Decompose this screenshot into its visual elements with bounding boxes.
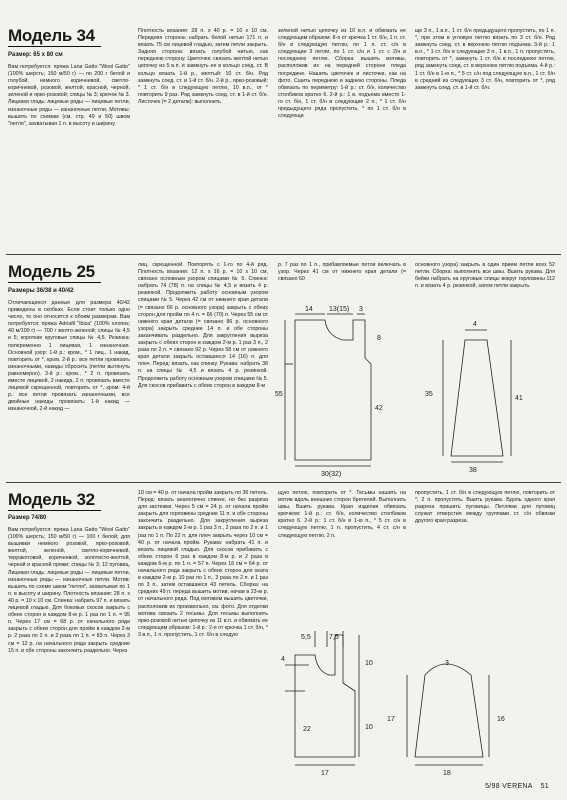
model32-pattern-diagram: [275, 625, 557, 775]
model25-title: Модель 25: [8, 262, 101, 283]
dim-3: 3: [359, 306, 363, 313]
dim-neck-13: 13(15): [329, 306, 350, 313]
model34-column-1: Вам потребуется: пряжа Lana Gatto "Wool Gatto" (100% шерсть; 150 м/50 г) — по 200 г белой и голубой, немного коричневой, светло-коричневой, розовой, желтой, красной, черной, зеленой и ярко-розовой; спицы № 3; крючок № 3. Лицевая гладь: лицевые ряды — лицевые петли, изнаночные ряды — изнаночные петли. Мотивы: вышить по схемам (см. стр. 49 и 50) швом "петля", захватывая 1 п. в высоту и ширину.: [8, 64, 130, 127]
model32-column-4: пропустить, 1 ст. б/н в следующую петлю, повторить от *, 2 п. пропустить. Вшить рукава. Вдоль одного края разреза пришить пуговицы. Петлями для пуговиц служат отверстия между группами ст. с/н обвязки другого края разреза.: [415, 490, 555, 525]
dim-8: 8: [377, 335, 381, 342]
dim-16: 16: [497, 716, 505, 723]
model25-column-1: Отличающиеся данные для размера 40/42 приведены в скобках. Если стоит только одно число, то оно относится к обоим размерам. Вам потребуется: пряжа Adriafil "Ibiza" (100% хлопок; 40 м/100 г) — 700 г желто-зеленой; спицы № 4,5 и 5; короткие круговые спицы № 4,5. Резинка: попеременно 1 лицевая, 1 изнаночная. Основной узор: 1-й р.: кром., * 1 лиц., 1 накид, повторить от *, кром. 2-й р.: все петли провязать изнаночными, накиды сбросить (петли вытянуть равномерно). 3-й р.: кром., * 2 п. провязать вместе лицевой, 2 накида, 2 п. провязать вместе лицевой скрещенной, повторить от *, кром. 4-й р.: все петли провязать изнаночными, все двойные накиды провязать: 1-й накид — изнаночной, 2-й накид —: [8, 300, 130, 413]
model25-column-3: р. 7 раз по 1 п., прибавляемые петли включать в узор. Через 41 см от нижнего края детали (= связано 60: [278, 262, 406, 283]
model34-column-4: ще 3 п., 1 в.п., 1 ст. б/н предыдущего пропустить, по 1 п. *, при этом в угловую петлю вязать по 3 ст. б/н. Ряд замкнуть соед. ст. в верхнюю петлю подъема. 3-й р.: 1 в.п., * 1 ст. б/н в следующие 3 п., 1 в.п., 1 п. пропустить, повторить от *, замкнуть 1 ст. б/н в последнюю петлю, ряд замкнуть соед. ст. в верхнюю петлю подъема. 4-й р.: 1 ст. б/н в 1-ю п., * 5 ст. с/н под следующую в.п., 1 ст. б/н в средний из следующих 3 ст. б/н, повторить от *, ряд замкнуть соед. ст. в 1-й ст. б/н.: [415, 28, 555, 91]
dim-22: 22: [303, 726, 311, 733]
model25-column-4: основного узора) закрыть в один прием петли всех 52 петли. Сборка: выполнить все швы. Вшить рукава. Для бейки набрать на круговые спицы вокруг горловины 112 п. и вязать 4 р. резинкой, затем петли закрыть.: [415, 262, 555, 290]
dim-7-5: 7,5: [329, 634, 339, 641]
dim-4: 4: [281, 656, 285, 663]
model25-column-2: лиц. скрещенной. Повторять с 1-го по 4-й ряд. Плотность вязания: 12 п. х 16 р. = 10 х 10 см, связано основным узором спицами № 5. Спинка: набрать 74 (78) п. на спицы № 4,5 и вязать 4 р. резинкой. Продолжить работу основным узором спицами № 5. Через 42 см от нижнего края детали (= связано 66 р. основного узора) закрыть с обеих сторон для пройм по 4 п. = 66 (70) п. Через 55 см от нижнего края детали (= связано 86 р. основного узора) закрыть средние 14 п. и обе стороны заканчивать раздельно. Для закругления выреза закрыть с обеих сторон в каждом 2-м р. 1 раз 3 п., 2 раза по 2 п. = связано 92 р. Через 58 см от нижнего края детали закрыть оставшиеся 14 (16) п. для плеч. Перед: вязать, как спинку. Рукава: набрать 38 п. на спицы № 4,5 и вязать 4 р. резинкой. Продолжить работу основным узором спицами № 5. Для скосов прибавить с обеих сторон в каждом 8-м: [138, 262, 268, 389]
dim-55: 55: [275, 391, 283, 398]
model32-column-3: щую петлю, повторить от *. Тесьмы нашить на мотив вдоль внешних сторон бретелей. Выполнить швы. Вшить рукава. Края изделия обвязать крючком: 1-й р.: ст. б/н, количество столбиков кратно 6. 2-й р.: 1 ст. б/н в 1-ю п., * 5 ст. с/н в следующую петлю, 1 п. пропустить, 4 ст. с/н в следующую петлю, 2 п.: [278, 490, 406, 539]
dim-41: 41: [515, 395, 523, 402]
dim-38: 38: [469, 467, 477, 474]
dim-width-30: 30(32): [321, 471, 342, 478]
dim-35: 35: [425, 391, 433, 398]
dim-5-5: 5,5: [301, 634, 311, 641]
model32-column-1: Вам потребуется: пряжа Lana Gatto "Wool Gatto" (100% шерсть; 150 м/50 г) — 100 г белой; для вышивки немного розовой, ярко-розовой, желтой, зеленой, светло-коричневой, терракотовой, коричневой, золотисто-желтой, черной и красной пряжи; спицы № 3; 12 пуговиц. Лицевая гладь: лицевые ряды — лицевые петли, изнаночные ряды — изнаночные петли. Мотив: вышить по схеме швом "петля", захватывая по 1 п. в высоту и ширину. Плотность вязания: 28 п. х 40 р. = 10 х 10 см. Спинка: набрать 97 п. и вязать лицевой гладью. Для боковых скосов закрыть с обеих сторон в каждом 8-м р. 1 раз по 1 п. = 95 п. Через 17 см = 68 р. от начального ряда закрыть с обеих сторон для пройм в каждом 2-м р. 2 раза по 2 п. и 2 раза по 1 п. = 83 п. Через 3 см = 12 р. на начального ряда закрыть средние 15 п. и обе стороны закончить раздельно. Через: [8, 527, 130, 654]
dim-17-a: 17: [321, 770, 329, 777]
dim-10-a: 10: [365, 660, 373, 667]
model32-column-2: 10 см = 40 р. от начала пройм закрыть по 36 петель. Перед: вязать аналогично спинке, но без разреза для застежки. Через 5 см = 24 р. от начала пройм закрыть для горловины средние 11 п. и обе стороны закончить раздельно. Для закругления выреза закрыть в каждом 2-м р. 1 раз 3 п., 2 раза по 2 п. и 1 раз по 1 п. По 22 п. для плеч закрыть через 10 см = 40 р. от начала пройм. Рукава: набрать 41 п. и вязать лицевой гладью. Для скосов прибавить с обеих сторон 6 раз в каждом 8-м р. и 2 раза в каждом 6-м р. по 1 п. = 57 п. Через 16 см = 64 р. от начального ряда закрыть с обеих сторон для оката в каждом 2-м р. 10 раз по 1 п., 3 раза по 2 п. и 1 раз по 3 п., затем оставшиеся 43 петель. Сборка: на средних 49 п. переда вышить мотив, начав в 23-м р. от начального ряда. Под мотивом вышить цветочки, расположив их произвольно, см. фото. Для отделки мотива связать 2 тесьмы. Для тесьмы выполнить ярко-розовой нитью цепочку из 11 в.п. и обвязать ее следующим образом: 1-й р.: 2-я от крючка 1 ст. б/н, * 3 в.п., 1 п. пропустить, 1 ст. б/н в следую: [138, 490, 268, 638]
page-footer: [485, 783, 549, 790]
dim-4: 4: [473, 321, 477, 328]
issue-label: 5/98 VERENA: [485, 783, 533, 790]
model25-pattern-diagram: [275, 300, 557, 478]
dim-shoulder-14: 14: [305, 306, 313, 313]
model32-title: Модель 32: [8, 490, 101, 511]
model32-size: Размер 74/80: [8, 515, 47, 521]
model34-column-2: Плотность вязания: 28 п. х 40 р. = 10 х 10 см. Передняя сторона: набрать белой нитью 171 п. и вязать 75 см лицевой гладью, затем петли закрыть. Задняя сторона: вязать голубой нитью, как переднюю сторону. Цветочек: связать желтой нитью цепочку из 5 в.п. и замкнуть ее в кольцо соед. ст. В кольцо вязать 1-й р., желтый: 10 ст. б/н. Ряд замкнуть соед. ст. и 1-й ст. б/н. 2-й р., ярко-розовый: * 1 ст. б/н в следующую петлю, 10 в.п., от * повторить 9 раз. Ряд замкнуть соед. ст. в 1-й ст. б/н. Листочек (= 2 детали): выполнить: [138, 28, 268, 105]
page-number: 51: [540, 783, 549, 790]
model34-title: Модель 34: [8, 26, 101, 47]
section-divider: [6, 254, 561, 255]
model34-column-3: зеленой нитью цепочку из 10 в.п. и обвязать ее следующим образом: 8-я от крючка 1 ст. б/н, 1 п. ст. б/н в следующую петлю, по 1 п. ст. с/н в следующие 3 петли, по 1 ст. с/н и 1 ст. с 2/н в последнюю петлю. Сборка: вышить мотивы, расположив их на передней стороне пледа посредине. Нашить цветочек и листочки, как на фото. Сшить переднюю и заднюю стороны. Пледа обвязать по периметру: 1-й р.: ст. б/н, количество столбиков кратно 6. 2-й р.: 1 в. подъема вместо 1-го ст. б/н, 1 ст. б/н в следующие 2 п., * 1 ст. б/н предыдущего ряда пропустить, * по 1 ст. б/н в следующи: [278, 28, 406, 120]
model34-size: Размер: 65 х 80 см: [8, 52, 63, 58]
dim-42: 42: [375, 405, 383, 412]
dim-10-b: 10: [365, 724, 373, 731]
model25-size: Размеры 36/38 и 40/42: [8, 288, 74, 294]
section-divider: [6, 482, 561, 483]
dim-17-b: 17: [387, 716, 395, 723]
dim-18: 18: [443, 770, 451, 777]
dim-3: 3: [445, 660, 449, 667]
